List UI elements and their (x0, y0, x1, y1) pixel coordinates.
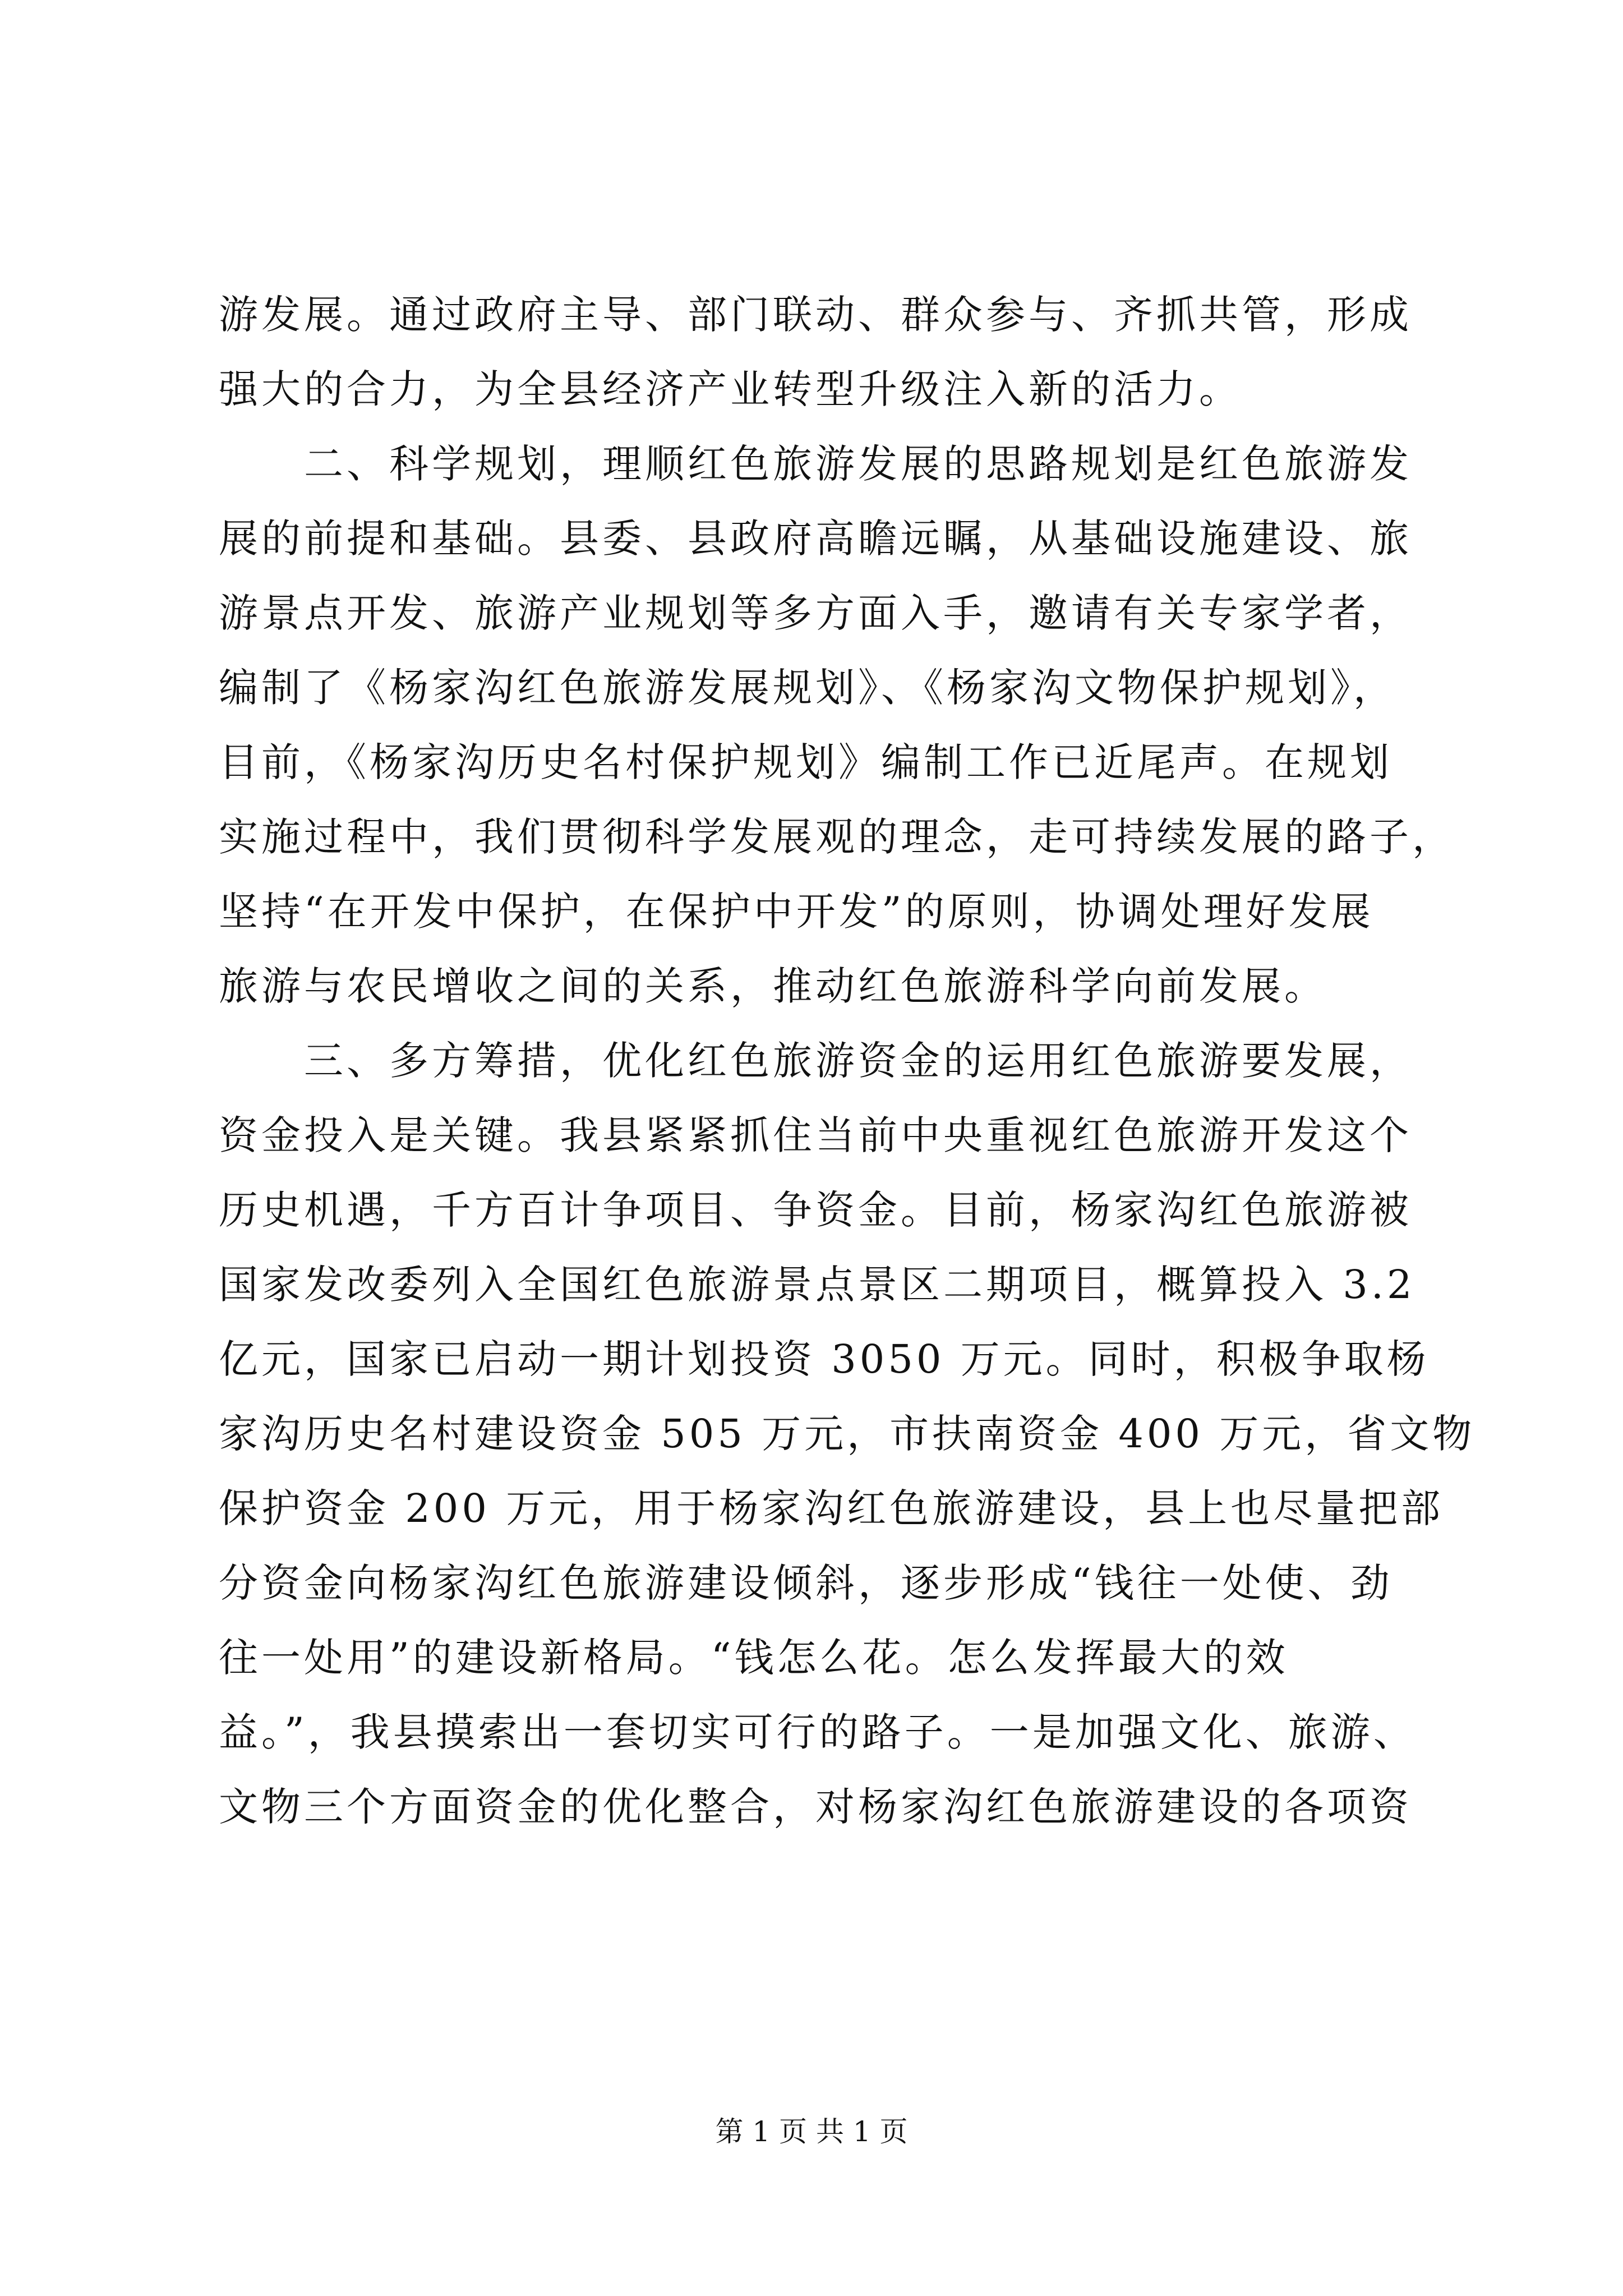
body-text (219, 278, 1476, 1844)
text-line: 保护资金 200 万元，用于杨家沟红色旅游建设，县上也尽量把部 (219, 1485, 1444, 1531)
text-line: 国家发改委列入全国红色旅游景点景区二期项目，概算投入 3.2 (219, 1262, 1415, 1308)
text-line: 亿元，国家已启动一期计划投资 3050 万元。同时，积极争取杨 (219, 1336, 1430, 1382)
text-line: 益。”，我县摸索出一套切实可行的路子。一是加强文化、旅游、 (219, 1709, 1416, 1755)
text-line: 坚持“在开发中保护，在保护中开发”的原则，协调处理好发展 (219, 889, 1374, 935)
text-line: 强大的合力，为全县经济产业转型升级注入新的活力。 (219, 366, 1242, 412)
text-line: 展的前提和基础。县委、县政府高瞻远瞩，从基础设施建设、旅 (219, 516, 1412, 562)
text-line: 往一处用”的建设新格局。“钱怎么花。怎么发挥最大的效 (219, 1635, 1289, 1681)
text-line: 目前，《杨家沟历史名村保护规划》编制工作已近尾声。在规划 (219, 739, 1393, 785)
text-line: 历史机遇，千方百计争项目、争资金。目前，杨家沟红色旅游被 (219, 1187, 1412, 1233)
text-line: 实施过程中，我们贯彻科学发展观的理念，走可持续发展的路子， (219, 814, 1455, 860)
page-footer: 第 1 页 共 1 页 (715, 2115, 908, 2148)
text-line: 资金投入是关键。我县紧紧抓住当前中央重视红色旅游开发这个 (219, 1112, 1412, 1158)
text-line: 三、多方筹措，优化红色旅游资金的运用红色旅游要发展， (219, 1038, 1412, 1084)
text-line: 游景点开发、旅游产业规划等多方面入手，邀请有关专家学者， (219, 590, 1412, 636)
text-line: 编制了《杨家沟红色旅游发展规划》、《杨家沟文物保护规划》， (219, 665, 1396, 711)
text-line: 文物三个方面资金的优化整合，对杨家沟红色旅游建设的各项资 (219, 1784, 1412, 1830)
text-line: 家沟历史名村建设资金 505 万元，市扶南资金 400 万元，省文物 (219, 1411, 1476, 1457)
text-line: 旅游与农民增收之间的关系，推动红色旅游科学向前发展。 (219, 963, 1327, 1009)
text-line: 二、科学规划，理顺红色旅游发展的思路规划是红色旅游发 (219, 441, 1412, 487)
text-line: 游发展。通过政府主导、部门联动、群众参与、齐抓共管，形成 (219, 292, 1412, 338)
text-line: 分资金向杨家沟红色旅游建设倾斜，逐步形成“钱往一处使、劲 (219, 1560, 1393, 1606)
